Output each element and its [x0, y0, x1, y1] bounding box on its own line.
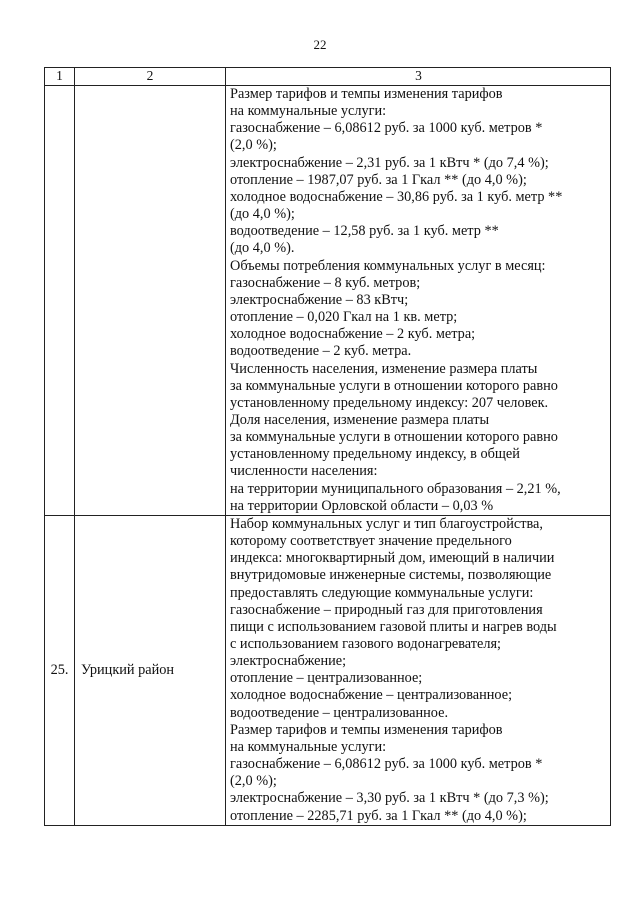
text-line: отопление – 2285,71 руб. за 1 Гкал ** (до 4,0 %);: [230, 807, 527, 824]
text-line: (2,0 %);: [230, 137, 277, 154]
text-line: электроснабжение – 2,31 руб. за 1 кВтч * (до 7,4 %);: [230, 154, 549, 171]
text-line: отопление – 0,020 Гкал на 1 кв. метр;: [230, 309, 458, 326]
text-line: Численность населения, изменение размера платы: [230, 360, 538, 377]
header-col-2: 2: [75, 68, 226, 86]
text-line: Размер тарифов и темпы изменения тарифов: [230, 721, 503, 738]
text-line: газоснабжение – природный газ для приготовления: [230, 601, 543, 618]
text-line: электроснабжение – 83 кВтч;: [230, 291, 409, 308]
text-line: отопление – централизованное;: [230, 670, 423, 687]
text-line: газоснабжение – 6,08612 руб. за 1000 куб. метров *: [230, 120, 543, 137]
text-line: (2,0 %);: [230, 773, 277, 790]
text-line: на коммунальные услуги:: [230, 738, 387, 755]
district-name: [75, 86, 226, 516]
text-line: численности населения:: [230, 463, 378, 480]
row-number: 25.: [45, 515, 75, 825]
text-line: Набор коммунальных услуг и тип благоустройства,: [230, 515, 543, 532]
text-line: Объемы потребления коммунальных услуг в месяц:: [230, 257, 546, 274]
table-header-row: [45, 68, 611, 86]
text-line: Доля населения, изменение размера платы: [230, 411, 490, 428]
text-line: предоставлять следующие коммунальные услуги:: [230, 584, 534, 601]
row-number: [45, 86, 75, 516]
text-line: газоснабжение – 8 куб. метров;: [230, 274, 421, 291]
tariff-description: [226, 86, 611, 516]
text-line: водоотведение – централизованное.: [230, 704, 449, 721]
text-line: установленному предельному индексу: 207 человек.: [230, 394, 549, 411]
text-line: газоснабжение – 6,08612 руб. за 1000 куб. метров *: [230, 756, 543, 773]
text-line: Размер тарифов и темпы изменения тарифов: [230, 86, 503, 102]
text-line: за коммунальные услуги в отношении которого равно: [230, 377, 558, 394]
table-row: [45, 86, 611, 516]
text-line: электроснабжение – 3,30 руб. за 1 кВтч * (до 7,3 %);: [230, 790, 549, 807]
text-line: индекса: многоквартирный дом, имеющий в наличии: [230, 550, 555, 567]
text-line: установленному предельному индексу, в общей: [230, 446, 520, 463]
text-line: на территории Орловской области – 0,03 %: [230, 497, 494, 514]
header-col-3: 3: [226, 68, 611, 86]
text-line: отопление – 1987,07 руб. за 1 Гкал ** (до 4,0 %);: [230, 171, 527, 188]
text-line: холодное водоснабжение – централизованное;: [230, 687, 513, 704]
text-line: на территории муниципального образования – 2,21 %,: [230, 480, 561, 497]
text-line: холодное водоснабжение – 30,86 руб. за 1 куб. метр **: [230, 188, 563, 205]
text-line: с использованием газового водонагревателя;: [230, 636, 502, 652]
text-line: пищи с использованием газовой плиты и нагрев воды: [230, 618, 557, 635]
district-name: Урицкий район: [75, 515, 226, 825]
tariff-table: [44, 67, 611, 826]
text-line: водоотведение – 12,58 руб. за 1 куб. метр **: [230, 223, 499, 240]
page-number: 22: [313, 37, 327, 52]
text-line: (до 4,0 %);: [230, 206, 295, 223]
text-line: которому соответствует значение предельного: [230, 533, 512, 550]
text-line: электроснабжение;: [230, 653, 347, 670]
text-line: (до 4,0 %).: [230, 240, 295, 257]
table-row: [45, 515, 611, 825]
header-col-1: 1: [45, 68, 75, 86]
text-line: холодное водоснабжение – 2 куб. метра;: [230, 326, 476, 343]
text-line: водоотведение – 2 куб. метра.: [230, 343, 412, 360]
text-line: внутридомовые инженерные системы, позволяющие: [230, 567, 552, 584]
text-line: за коммунальные услуги в отношении которого равно: [230, 429, 558, 446]
tariff-description: [226, 515, 611, 825]
text-line: на коммунальные услуги:: [230, 103, 387, 120]
